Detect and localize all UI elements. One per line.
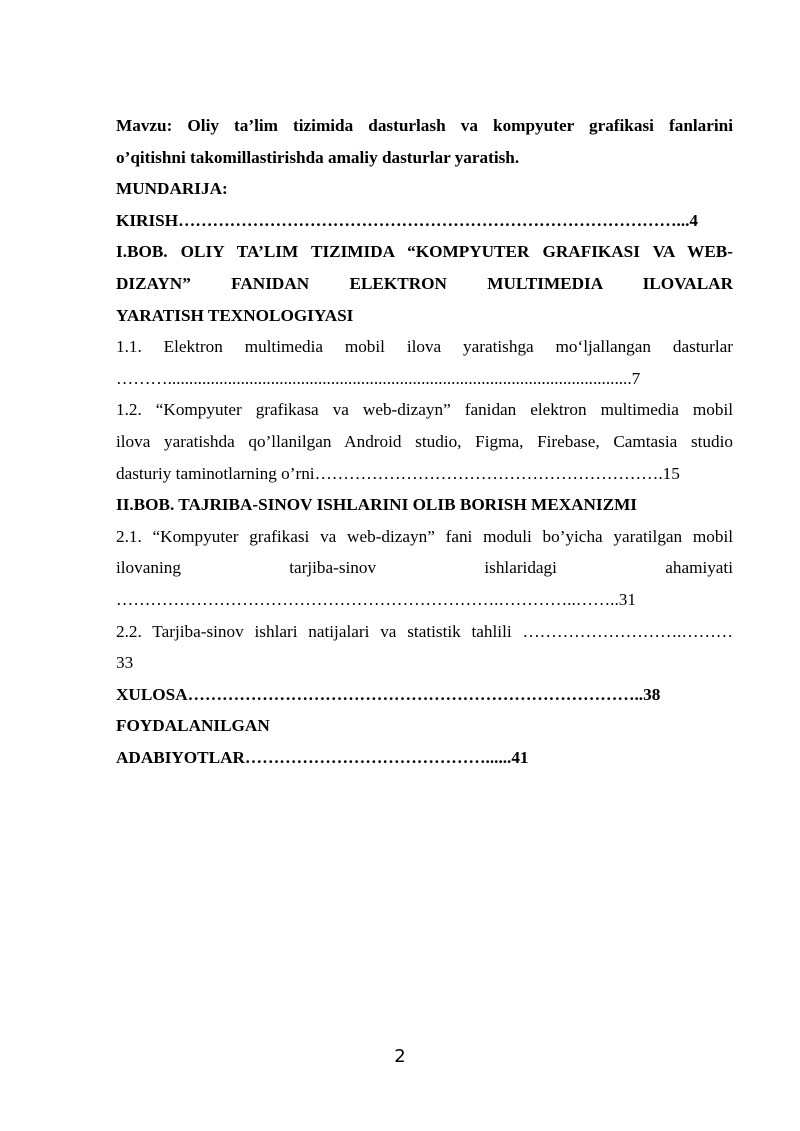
toc-section-1-2-line-1: 1.2. “Kompyuter grafikasa va web-dizayn” fanidan elektron multimedia mobil [116,400,733,420]
toc-section-1-2-line-2: ilova yaratishda qo’llanilgan Android studio, Figma, Firebase, Camtasia studio [116,431,733,451]
document-body [116,110,733,773]
topic-line-1: Mavzu: Oliy ta’lim tizimida dasturlash va kompyuter grafikasi fanlarini [116,116,733,135]
toc-section-1-2-line-3: dasturiy taminotlarning o’rni…………………………………………………….15 [116,463,680,483]
topic-line-2: o’qitishni takomillastirishda amaliy dasturlar yaratish. [116,147,520,167]
toc-section-1-1-line-2: ………............................................................................................................7 [116,368,641,388]
toc-chapter-1-line-1: I.BOB. OLIY TA’LIM TIZIMIDA “KOMPYUTER GRAFIKASI VA WEB- [116,242,733,262]
toc-entry-conclusion: XULOSA……………………………………………………………………..38 [116,684,661,704]
toc-section-2-1-line-2: ilovaning tarjiba-sinov ishlaridagi ahamiyati [116,558,733,578]
toc-section-2-2-line-2: 33 [116,653,134,673]
toc-entry-references-line-2: ADABIYOTLAR……………………………………......41 [116,747,529,767]
toc-section-2-1-line-3: ………………………………………………………….…………..……..31 [116,589,636,609]
toc-chapter-1-line-3: YARATISH TEXNOLOGIYASI [116,305,354,325]
toc-section-2-1-line-1: 2.1. “Kompyuter grafikasi va web-dizayn” fani moduli bo’yicha yaratilgan mobil [116,526,733,546]
toc-chapter-1-line-2: DIZAYN” FANIDAN ELEKTRON MULTIMEDIA ILOVALAR [116,273,733,293]
toc-section-1-1-line-1: 1.1. Elektron multimedia mobil ilova yaratishga mo‘ljallangan dasturlar [116,337,733,357]
toc-entry-intro: KIRISH……………………………………………………………………………...4 [116,210,699,230]
toc-heading: MUNDARIJA: [116,179,228,199]
toc-chapter-2: II.BOB. TAJRIBA-SINOV ISHLARINI OLIB BORISH MEXANIZMI [116,495,637,515]
toc-entry-references-line-1: FOYDALANILGAN [116,716,270,736]
toc-section-2-2-line-1: 2.2. Tarjiba-sinov ishlari natijalari va statistik tahlili ……………………….……… [116,621,733,641]
page-number: 2 [394,1046,406,1067]
